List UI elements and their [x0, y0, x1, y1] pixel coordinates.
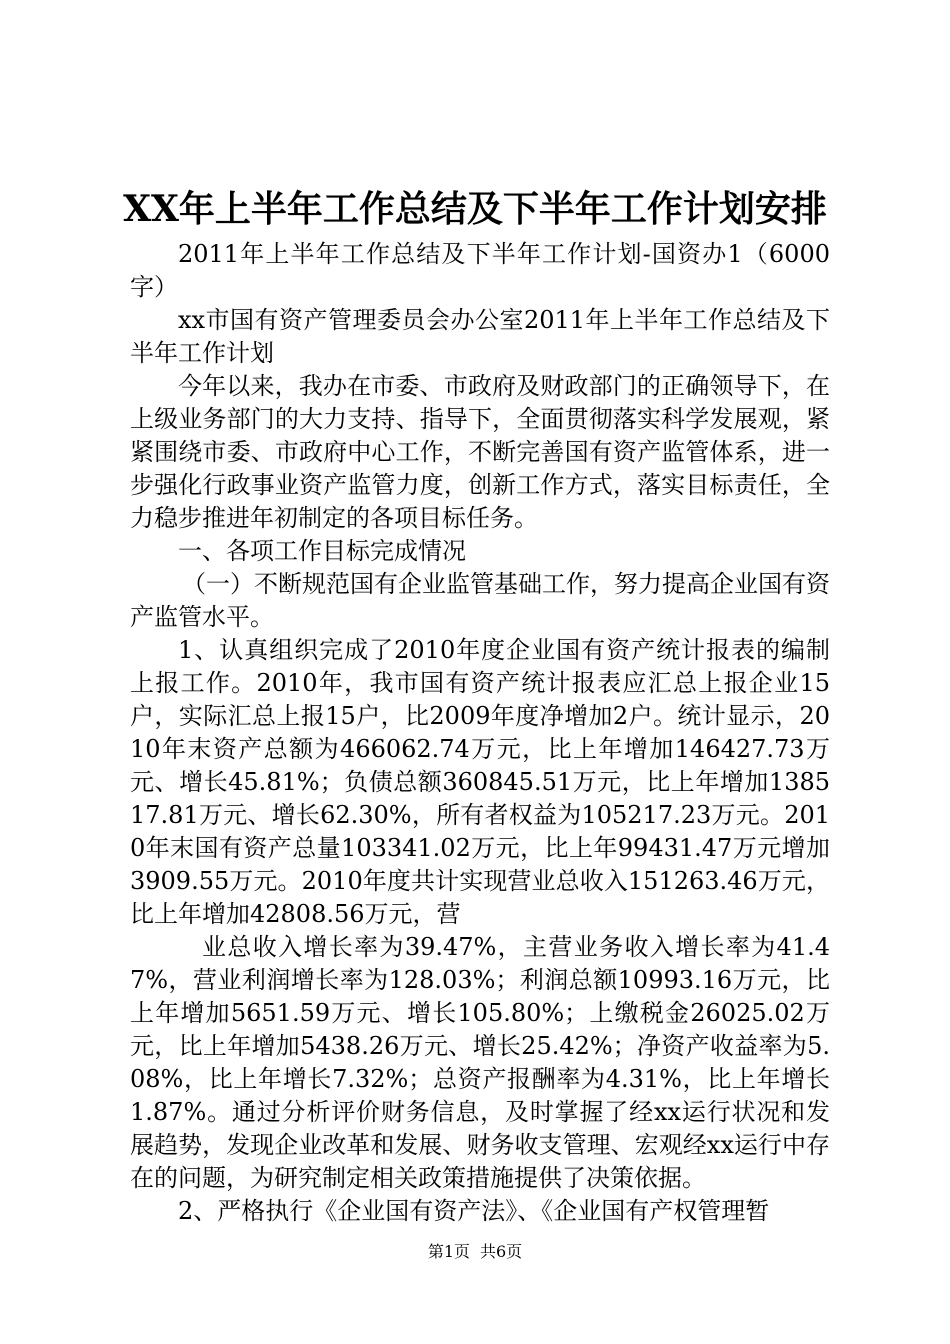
page-total: 共6页	[480, 1242, 523, 1261]
paragraph-item-1: 1、认真组织完成了2010年度企业国有资产统计报表的编制上报工作。2010年，我市国有资产统计报表应汇总上报企业15户，实际汇总上报15户，比2009年度净增加2户。统计显示，2010年末资产总额为466062.74万元，比上年增加146427.73万元、增长45.81%；负债总额360845.51万元，比上年增加138517.81万元、增长62.30%，所有者权益为105217.23万元。2010年末国有资产总量103341.02万元，比上年99431.47万元增加3909.55万元。2010年度共计实现营业总收入151263.46万元，比上年增加42808.56万元，营	[130, 636, 830, 928]
subsection-heading-1: （一）不断规范国有企业监管基础工作，努力提高企业国有资产监管水平。	[130, 570, 830, 631]
paragraph-item-2: 2、严格执行《企业国有资产法》、《企业国有产权管理暂	[178, 1197, 770, 1225]
section-heading-1: 一、各项工作目标完成情况	[178, 537, 466, 565]
document-body	[130, 238, 830, 1228]
document-title: XX年上半年工作总结及下半年工作计划安排	[123, 188, 827, 230]
paragraph-intro: 今年以来，我办在市委、市政府及财政部门的正确领导下，在上级业务部门的大力支持、指导下，全面贯彻落实科学发展观，紧紧围绕市委、市政府中心工作，不断完善国有资产监管体系，进一步强化行政事业资产监管力度，创新工作方式，落实目标责任，全力稳步推进年初制定的各项目标任务。	[130, 372, 830, 532]
page-footer	[0, 1240, 950, 1264]
paragraph-subtitle: xx市国有资产管理委员会办公室2011年上半年工作总结及下半年工作计划	[130, 306, 830, 367]
page-number: 第1页	[427, 1242, 470, 1261]
paragraph-item-1-continued: 业总收入增长率为39.47%，主营业务收入增长率为41.47%，营业利润增长率为128.03%；利润总额10993.16万元，比上年增加5651.59万元、增长105.80%；上缴税金26025.02万元，比上年增加5438.26万元、增长25.42%；净资产收益率为5.08%，比上年增长7.32%；总资产报酬率为4.31%，比上年增长1.87%。通过分析评价财务信息，及时掌握了经xx运行状况和发展趋势，发现企业改革和发展、财务收支管理、宏观经xx运行中存在的问题，为研究制定相关政策措施提供了决策依据。	[130, 933, 830, 1192]
paragraph-source-title: 2011年上半年工作总结及下半年工作计划-国资办1（6000字）	[130, 240, 830, 301]
